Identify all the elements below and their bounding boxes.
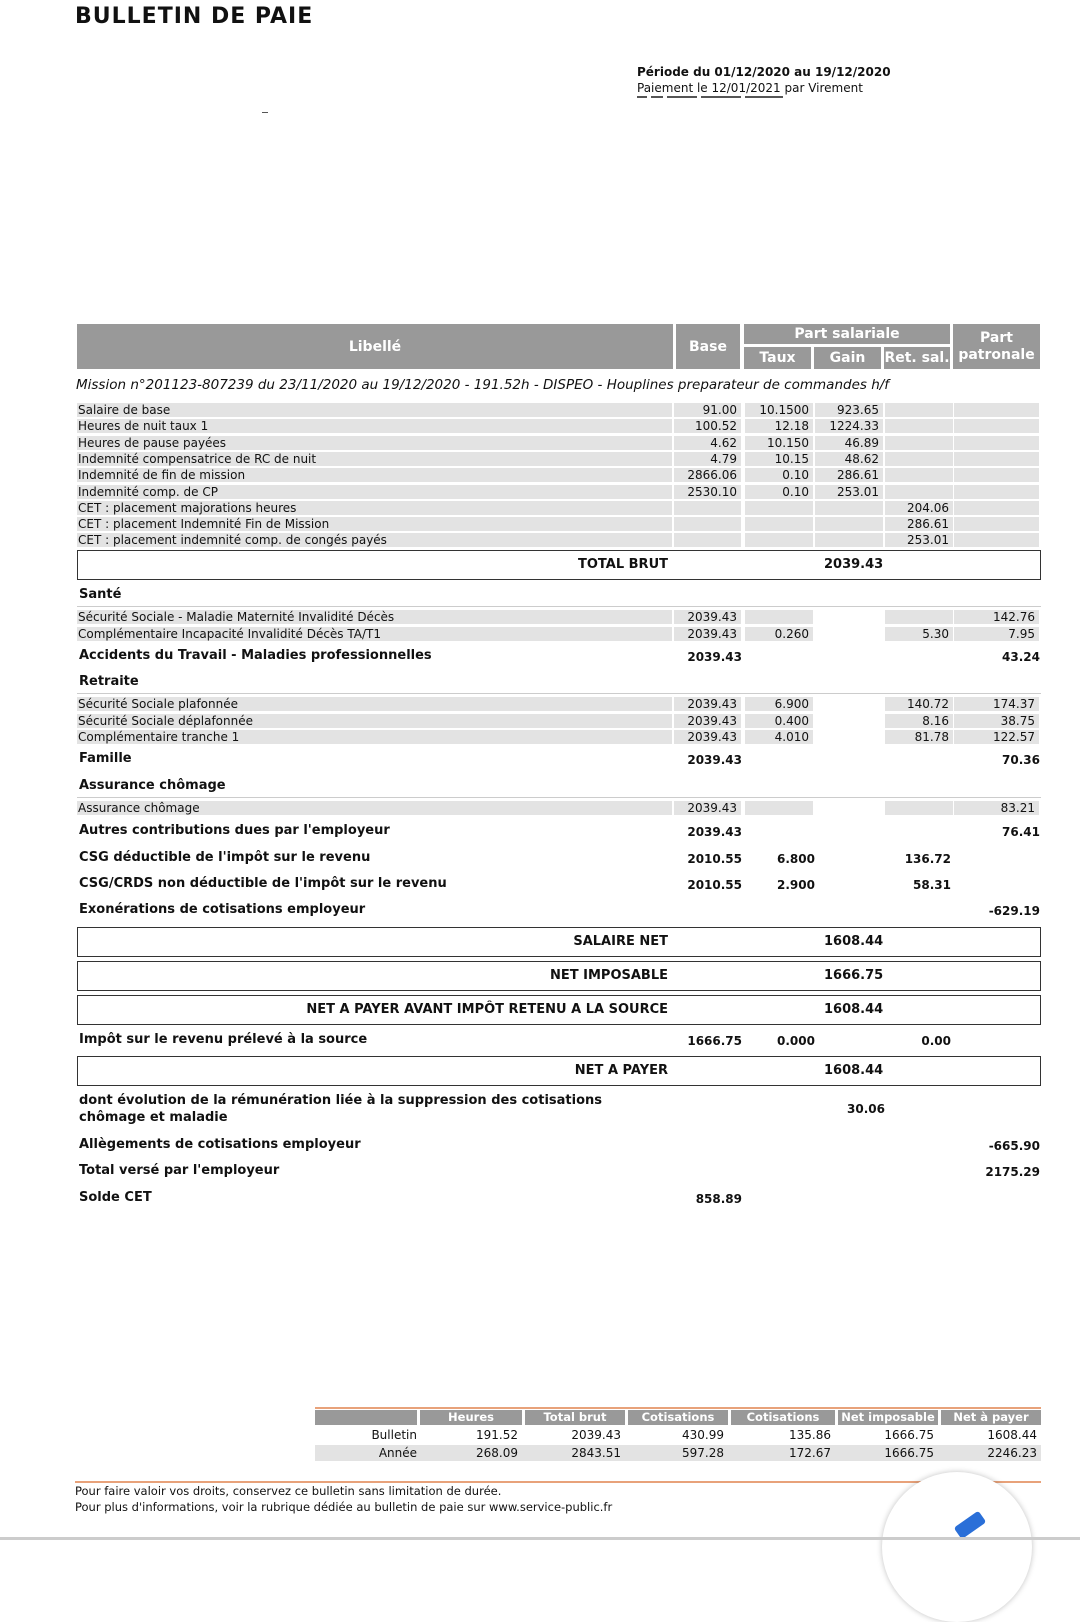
row-label: Heures de pause payées	[78, 435, 227, 450]
evolution-row	[79, 1092, 1041, 1128]
summary-header: Total brut	[525, 1410, 625, 1425]
total-verse-row	[79, 1163, 1041, 1181]
cell-taux: 12.18	[745, 419, 813, 433]
csg-non-deductible-row	[79, 876, 1041, 894]
summary-cell: 1608.44	[987, 1428, 1037, 1442]
cell-ret: 140.72	[885, 697, 953, 711]
bottom-edge	[0, 1537, 1080, 1540]
cell-ret	[885, 452, 953, 466]
header-ret-sal: Ret. sal.	[884, 347, 950, 369]
header-part-patronale: Part patronale	[953, 324, 1040, 369]
cell-gain	[815, 801, 883, 815]
table-row	[77, 484, 1041, 500]
summary-cell: 2246.23	[987, 1446, 1037, 1460]
summary-header: Cotisations	[731, 1410, 835, 1425]
cell-pat	[954, 436, 1039, 450]
impot-ret: 0.00	[921, 1034, 951, 1048]
cell-pat	[954, 517, 1039, 531]
net-avant-impot-value: 1608.44	[824, 1002, 884, 1017]
summary-cell: 191.52	[476, 1428, 518, 1442]
csg-deductible-ret: 136.72	[904, 852, 951, 866]
summary-cell: 1666.75	[884, 1428, 934, 1442]
row-label: Heures de nuit taux 1	[78, 419, 209, 434]
cell-base: 2039.43	[674, 714, 741, 728]
csg-deductible-taux: 6.800	[777, 852, 815, 866]
famille-pat: 70.36	[1002, 753, 1040, 767]
cell-pat: 7.95	[954, 627, 1039, 641]
csg-non-deductible-label: CSG/CRDS non déductible de l'impôt sur le revenu	[79, 876, 447, 891]
header-part-salariale: Part salariale	[744, 324, 950, 344]
net-imposable-box	[77, 961, 1041, 991]
summary-cell: 135.86	[789, 1428, 831, 1442]
cell-ret	[885, 610, 953, 624]
cut-off-text-line	[637, 96, 787, 101]
row-label: Sécurité Sociale plafonnée	[78, 697, 238, 711]
mission-line: Mission n°201123-807239 du 23/11/2020 au 19/12/2020 - 191.52h - DISPEO - Houplines preparateur de commandes h/f	[76, 377, 890, 393]
cell-pat	[954, 468, 1039, 482]
cell-base	[674, 533, 741, 547]
cell-pat: 142.76	[954, 610, 1039, 624]
accidents-pat: 43.24	[1002, 650, 1040, 664]
cell-pat	[954, 533, 1039, 547]
autres-pat: 76.41	[1002, 825, 1040, 839]
net-avant-impot-box	[77, 995, 1041, 1025]
summary-cell: 172.67	[789, 1446, 831, 1460]
cell-gain: 46.89	[815, 436, 883, 450]
period-block	[637, 64, 891, 96]
total-verse-pat: 2175.29	[985, 1165, 1040, 1179]
header-libelle: Libellé	[77, 324, 673, 369]
row-label: Sécurité Sociale - Maladie Maternité Invalidité Décès	[78, 610, 395, 624]
evolution-value: 30.06	[847, 1102, 885, 1116]
cell-base: 2039.43	[674, 610, 741, 624]
cell-gain: 253.01	[815, 485, 883, 499]
impot-row	[79, 1032, 1041, 1050]
stray-mark	[262, 112, 268, 113]
csg-non-deductible-taux: 2.900	[777, 878, 815, 892]
table-row	[77, 418, 1041, 434]
total-brut-label: TOTAL BRUT	[578, 557, 668, 572]
footer	[75, 1483, 612, 1515]
table-row	[77, 626, 1041, 642]
accidents-row	[79, 648, 1041, 666]
table-row	[77, 713, 1041, 729]
total-verse-label: Total versé par l'employeur	[79, 1163, 280, 1178]
cell-pat: 38.75	[954, 714, 1039, 728]
summary-cell: 1666.75	[884, 1446, 934, 1460]
cell-taux	[745, 501, 813, 515]
summary-header: Cotisations	[628, 1410, 728, 1425]
cell-base: 2866.06	[674, 468, 741, 482]
cell-base: 4.79	[674, 452, 741, 466]
table-row	[77, 729, 1041, 745]
cell-base	[674, 501, 741, 515]
evolution-label: dont évolution de la rémunération liée à la suppression des cotisations chômage et maladie	[79, 1093, 603, 1125]
famille-label: Famille	[79, 751, 132, 766]
header-base: Base	[676, 324, 740, 369]
table-row	[77, 800, 1041, 816]
csg-deductible-row	[79, 850, 1041, 868]
cell-ret: 8.16	[885, 714, 953, 728]
cell-base: 2039.43	[674, 801, 741, 815]
cell-ret: 5.30	[885, 627, 953, 641]
cell-taux: 0.10	[745, 468, 813, 482]
row-label: Indemnité compensatrice de RC de nuit	[78, 451, 317, 466]
total-brut-box	[77, 550, 1041, 580]
row-label: Indemnité de fin de mission	[78, 468, 246, 483]
row-label: Sécurité Sociale déplafonnée	[78, 713, 253, 728]
period-text: Période du 01/12/2020 au 19/12/2020	[637, 65, 891, 79]
row-label: Salaire de base	[78, 403, 171, 417]
divider	[77, 606, 1041, 607]
footer-line-1: Pour faire valoir vos droits, conservez ce bulletin sans limitation de durée.	[75, 1484, 502, 1498]
edit-fab[interactable]	[882, 1472, 1032, 1622]
header-taux: Taux	[744, 347, 811, 369]
divider	[77, 797, 1041, 798]
summary-header: Net imposable	[838, 1410, 938, 1425]
cell-base: 91.00	[674, 403, 741, 417]
cell-pat	[954, 485, 1039, 499]
summary-cell: 2039.43	[571, 1428, 621, 1442]
autres-row	[79, 823, 1041, 841]
table-row	[77, 467, 1041, 483]
net-imposable-value: 1666.75	[824, 968, 884, 983]
cell-ret	[885, 801, 953, 815]
salaire-net-value: 1608.44	[824, 934, 884, 949]
cell-base: 2039.43	[674, 627, 741, 641]
cell-ret	[885, 403, 953, 417]
solde-cet-base: 858.89	[695, 1192, 742, 1206]
cell-gain: 1224.33	[815, 419, 883, 433]
document-title: BULLETIN DE PAIE	[75, 4, 314, 29]
cell-gain	[815, 517, 883, 531]
cell-taux	[745, 533, 813, 547]
accidents-base: 2039.43	[687, 650, 742, 664]
table-row	[77, 451, 1041, 467]
section-chomage: Assurance chômage	[79, 778, 226, 793]
row-label: Complémentaire Incapacité Invalidité Décès TA/T1	[78, 627, 381, 641]
section-sante: Santé	[79, 587, 122, 602]
famille-base: 2039.43	[687, 753, 742, 767]
divider	[77, 693, 1041, 694]
csg-deductible-label: CSG déductible de l'impôt sur le revenu	[79, 850, 371, 865]
summary-cell: 430.99	[682, 1428, 724, 1442]
cell-taux: 0.400	[745, 714, 813, 728]
solde-cet-label: Solde CET	[79, 1190, 152, 1205]
cell-base: 2530.10	[674, 485, 741, 499]
cell-ret	[885, 485, 953, 499]
cell-taux	[745, 610, 813, 624]
cell-taux: 0.260	[745, 627, 813, 641]
cell-gain: 48.62	[815, 452, 883, 466]
net-imposable-label: NET IMPOSABLE	[549, 968, 668, 983]
cell-ret: 253.01	[885, 533, 953, 547]
exonerations-row	[79, 902, 1041, 920]
cell-taux	[745, 801, 813, 815]
table-row	[77, 609, 1041, 625]
table-row	[77, 696, 1041, 712]
cell-taux: 4.010	[745, 730, 813, 744]
table-row	[77, 435, 1041, 451]
cell-taux: 10.1500	[745, 403, 813, 417]
cell-taux: 10.150	[745, 436, 813, 450]
summary-cell: 2843.51	[571, 1446, 621, 1460]
cell-gain	[815, 697, 883, 711]
cell-gain	[815, 730, 883, 744]
cell-ret	[885, 468, 953, 482]
footer-line-2: Pour plus d'informations, voir la rubrique dédiée au bulletin de paie sur www.service-public.fr	[75, 1500, 613, 1514]
cell-pat	[954, 419, 1039, 433]
salaire-net-box	[77, 927, 1041, 957]
row-label: CET : placement Indemnité Fin de Mission	[78, 517, 330, 532]
cell-pat: 122.57	[954, 730, 1039, 744]
cell-taux: 10.15	[745, 452, 813, 466]
cell-pat: 174.37	[954, 697, 1039, 711]
allegements-row	[79, 1137, 1041, 1155]
summary-cell: 268.09	[476, 1446, 518, 1460]
cell-gain	[815, 627, 883, 641]
allegements-pat: -665.90	[988, 1139, 1040, 1153]
cell-pat	[954, 452, 1039, 466]
impot-label: Impôt sur le revenu prélevé à la source	[79, 1032, 368, 1047]
summary-row-label: Bulletin	[371, 1428, 417, 1442]
net-avant-impot-label: NET A PAYER AVANT IMPÔT RETENU A LA SOURCE	[306, 1002, 668, 1017]
table-row	[77, 500, 1041, 516]
exonerations-label: Exonérations de cotisations employeur	[79, 902, 366, 917]
autres-base: 2039.43	[687, 825, 742, 839]
row-label: Indemnité comp. de CP	[78, 484, 218, 499]
autres-label: Autres contributions dues par l'employeur	[79, 823, 390, 838]
accidents-label: Accidents du Travail - Maladies professionnelles	[79, 648, 432, 663]
cell-gain: 923.65	[815, 403, 883, 417]
cell-ret	[885, 436, 953, 450]
summary-row-label: Année	[378, 1446, 417, 1460]
summary-cell: 597.28	[682, 1446, 724, 1460]
cell-pat	[954, 403, 1039, 417]
cell-pat	[954, 501, 1039, 515]
cell-taux: 0.10	[745, 485, 813, 499]
row-label: Complémentaire tranche 1	[78, 730, 240, 744]
salaire-net-label: SALAIRE NET	[573, 934, 668, 949]
row-label: Assurance chômage	[78, 801, 200, 815]
row-label: CET : placement majorations heures	[78, 500, 297, 515]
csg-deductible-base: 2010.55	[687, 852, 742, 866]
cell-gain: 286.61	[815, 468, 883, 482]
net-a-payer-box	[77, 1056, 1041, 1086]
cell-ret: 204.06	[885, 501, 953, 515]
solde-cet-row	[79, 1190, 1041, 1208]
summary-header-blank	[315, 1410, 417, 1425]
cell-base: 2039.43	[674, 730, 741, 744]
cell-base: 4.62	[674, 436, 741, 450]
summary-header: Heures	[420, 1410, 522, 1425]
cell-ret: 81.78	[885, 730, 953, 744]
table-row	[77, 532, 1041, 548]
net-a-payer-label: NET A PAYER	[574, 1063, 668, 1078]
csg-non-deductible-ret: 58.31	[913, 878, 951, 892]
cell-gain	[815, 610, 883, 624]
exonerations-pat: -629.19	[988, 904, 1040, 918]
net-a-payer-value: 1608.44	[824, 1063, 884, 1078]
header-gain: Gain	[814, 347, 881, 369]
famille-row	[79, 751, 1041, 769]
cell-base	[674, 517, 741, 531]
table-row	[77, 402, 1041, 418]
cell-ret: 286.61	[885, 517, 953, 531]
cell-ret	[885, 419, 953, 433]
cell-taux	[745, 517, 813, 531]
cell-base: 2039.43	[674, 697, 741, 711]
payment-text: Paiement le 12/01/2021 par Virement	[637, 81, 863, 95]
table-row	[77, 516, 1041, 532]
cell-base: 100.52	[674, 419, 741, 433]
section-retraite: Retraite	[79, 674, 139, 689]
impot-base: 1666.75	[687, 1034, 742, 1048]
cell-pat: 83.21	[954, 801, 1039, 815]
summary-top-rule	[315, 1407, 1041, 1409]
allegements-label: Allègements de cotisations employeur	[79, 1137, 361, 1152]
total-brut-value: 2039.43	[824, 557, 884, 572]
impot-taux: 0.000	[777, 1034, 815, 1048]
cell-gain	[815, 533, 883, 547]
cell-taux: 6.900	[745, 697, 813, 711]
csg-non-deductible-base: 2010.55	[687, 878, 742, 892]
summary-header: Net à payer	[941, 1410, 1041, 1425]
row-label: CET : placement indemnité comp. de congés payés	[78, 533, 387, 548]
cell-gain	[815, 501, 883, 515]
cell-gain	[815, 714, 883, 728]
